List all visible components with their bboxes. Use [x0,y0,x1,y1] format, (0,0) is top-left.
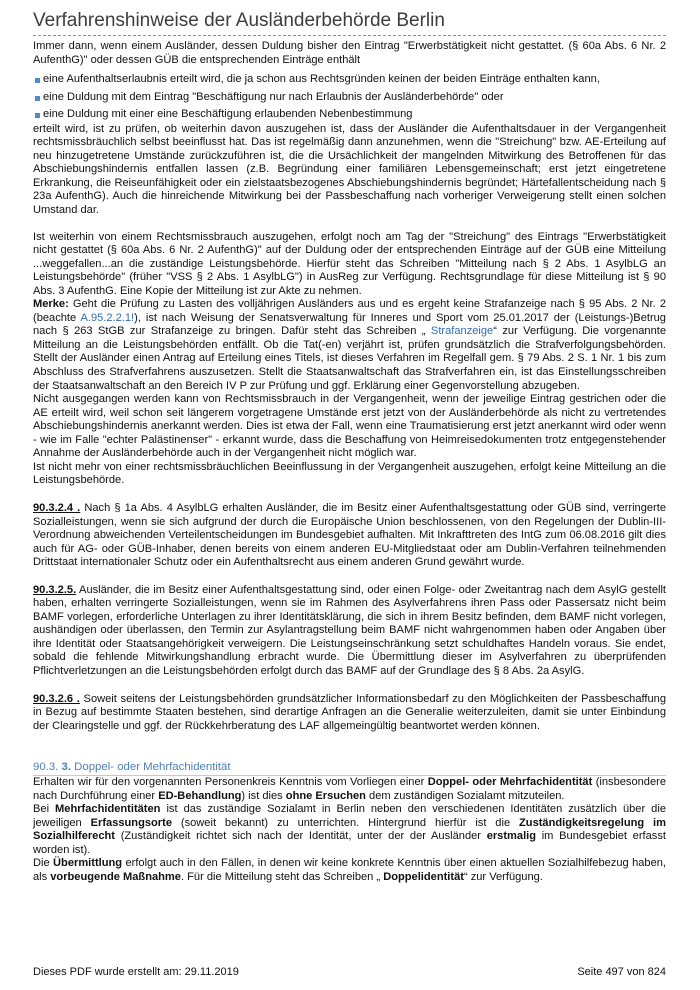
paragraph-doppelidentitaet-3: Die Übermittlung erfolgt auch in den Fällen, in denen wir keine konkrete Kenntnis über einen aktuellen Sozialhilfebezug haben, als vorbeugende Maßnahme. Für die Mitteilung steht das Schreiben „ Doppelidentität“ zur Verfügung. [33,857,666,883]
paragraph-rechtsmissbrauch: Ist weiterhin von einem Rechtsmissbrauch auszugehen, erfolgt noch am Tag der "Streichung" des Eintrags "Erwerbstätigkeit nicht gestattet (§ 60a Abs. 6 Nr. 2 AufenthG)" auf der Duldung oder der entsprechenden Einträge auf der GÜB eine Mitteilung ...weggefallen...an die zuständige Leistungsbehörde. Hierfür steht das Schreiben "Mitteilung nach § 2 Abs. 1 AsylbLG an Leistungsbehörde" (früher "VSS § 2 Abs. 1 AsylbLG") in AusReg zur Verfügung. Rechtsgrundlage für diese Mitteilung ist § 90 Abs. 3 AufenthG. Eine Kopie der Mitteilung ist zur Akte zu nehmen. [33,230,666,297]
paragraph-doppelidentitaet-2: Bei Mehrfachidentitäten ist das zuständige Sozialamt in Berlin neben den verschiedenen Identitäten zusätzlich über die jeweiligen Erfassungsorte (soweit bekannt) zu unterrichten. Hintergrund hierfür ist die Zuständigkeitsregelung im Sozialhilferecht (Zuständigkeit richtet sich nach der Identität, unter der der Ausländer erstmalig im Bundesgebiet erfasst worden ist). [33,803,666,856]
list-item: eine Aufenthaltserlaubnis erteilt wird, die ja schon aus Rechtsgründen keinen der beiden Einträge enthalten kann, [33,73,666,87]
section-number: 90.3.2.4 . [33,501,81,514]
merke-paragraph: Merke: Geht die Prüfung zu Lasten des volljährigen Ausländers aus und es ergeht keine Strafanzeige nach § 95 Abs. 2 Nr. 2 (beachte A.95.2.2.1!), ist nach Weisung der Senatsverwaltung für Inneres und Sport vom 25.01.2017 der (Leistungs-)Betrug nach § 263 StGB zur Strafanzeige zu bringen. Dafür steht das Schreiben „ Strafanzeige“ zur Verfügung. Die vorgenannte Mitteilung an die Leistungsbehörden entfällt. Ob die Tat(-en) verjährt ist, prüfen grundsätzlich die Strafverfolgungsbehörden. Stellt der Ausländer einen Antrag auf Erteilung eines Titels, ist dieses Verfahren im Regelfall gem. § 79 Abs. 2 S. 1 Nr. 1 bis zum Abschluss des Strafverfahrens auszusetzen. Stellt die Staatsanwaltschaft das Strafverfahren ein, ist das Einstellungsschreiben der Staatsanwaltschaft an den Bereich IV P zur Prüfung und ggf. Erklärung einer Gegenvorstellung abzugeben. [33,298,667,392]
document-body [33,40,666,885]
condition-list [33,73,666,122]
list-item: eine Duldung mit dem Eintrag "Beschäftigung nur nach Erlaubnis der Ausländerbehörde" oder [33,91,666,105]
section-90-3-2-6: 90.3.2.6 . Soweit seitens der Leistungsbehörden grundsätzlicher Informationsbedarf zu den Möglichkeiten der Passbeschaffung in Bezug auf bestimmte Staaten bestehen, sind derartige Anfragen an die Generalie weiterzuleiten, damit sie unter Einbindung der Clearingstelle und ggf. der Rückkehrberatung des LAF allgemeingültig beantwortet werden können. [33,692,666,732]
paragraph-doppelidentitaet-1: Erhalten wir für den vorgenannten Personenkreis Kenntnis vom Vorliegen einer Doppel- oder Mehrfachidentität (insbesondere nach Durchführung einer ED-Behandlung) ist dies ohne Ersuchen dem zuständigen Sozialamt mitzuteilen. [33,776,666,802]
page-title: Verfahrenshinweise der Ausländerbehörde Berlin [33,8,666,36]
intro-continuation: erteilt wird, ist zu prüfen, ob weiterhin davon auszugehen ist, dass der Ausländer die Aufenthaltsdauer in der Vergangenheit rechtsmissbräuchlich selbst beeinflusst hat. Das ist regelmäßig dann anzunehmen, wenn die "Streichung" bzw. AE-Erteilung auf neu hinzugetretene Umstände zurückzuführen ist, die die Ursächlichkeit der mangelnden Mitwirkung des Betroffenen für das Abschiebungshindernis entfallen lassen (z.B. Begründung einer familiären Lebensgemeinschaft; erst jetzt eingetretene Erkrankung, die Reiseunfähigkeit oder ein zielstaatsbezogenes Abschiebungshindernis begründet; Härtefallentscheidung nach § 23a AufenthG). Auch die hinreichende Mitwirkung bei der Passbeschaffung nach vorheriger Verweigerung stellt einen solchen Umstand dar. [33,122,666,217]
paragraph-keine-mitteilung: Ist nicht mehr von einer rechtsmissbräuchlichen Beeinflussung in der Vergangenheit auszugehen, erfolgt keine Mitteilung an die Leistungsbehörde. [33,460,666,487]
section-90-3-2-4: 90.3.2.4 . Nach § 1a Abs. 4 AsylbLG erhalten Ausländer, die im Besitz einer Aufenthaltsgestattung oder GÜB sind, verringerte Sozialleistungen, wenn sie sich aufgrund der durch die Europäische Union beschlossenen, von den Regelungen der Dublin-III-Verordnung abweichenden Verteilentscheidungen im Bundesgebiet aufhalten. Mit Inkrafttreten des IntG zum 06.08.2016 gilt dies auch für AG- oder GÜB-Inhaber, denen bereits von einem anderen EU-Mitgliedstaat oder am Dublin-Verfahren teilnehmenden Drittstaat internationaler Schutz oder ein Aufenthaltsrecht aus einem anderen Grund gewährt wurde. [33,501,667,569]
strafanzeige-link[interactable]: Strafanzeige [425,325,494,338]
section-number: 90.3.2.5. [33,583,77,596]
paragraph-kein-missbrauch: Nicht ausgegangen werden kann von Rechtsmissbrauch in der Vergangenheit, wenn der jeweilige Eintrag gestrichen oder die AE erteilt wird, weil schon seit längerem vorgetragene Umstände erst jetzt von der Ausländerbehörde als nicht zu vertretendes Abschiebungshindernis anerkannt werden. Dies ist etwa der Fall, wenn eine Traumatisierung erst jetzt anerkannt wird oder wenn - wie im Falle "echter Palästinenser" - erkannt wurde, dass die Beschaffung von Heimreisedokumenten trotz entgegenstehender Annahme der Ausländerbehörde auch in der Vergangenheit nicht möglich war. [33,393,666,460]
section-heading-doppelidentitaet: 90.3. 3. Doppel- oder Mehrfachidentität [33,760,666,776]
list-item: eine Duldung mit einer eine Beschäftigung erlaubenden Nebenbestimmung [33,108,666,122]
merke-label: Merke: [33,298,69,311]
section-90-3-2-5: 90.3.2.5. Ausländer, die im Besitz einer Aufenthaltsgestattung sind, oder einen Folge- oder Zweitantrag nach dem AsylG gestellt haben, erhalten verringerte Sozialleistungen, wenn sie im Rahmen des Asylverfahrens ihren Pass oder Passersatz nicht beim BAMF vorlegen, erforderliche Unterlagen zu ihrer Identitätsklärung, die sich in ihrem Besitz befinden, dem BAMF nicht vorlegen, aushändigen oder überlassen, den Termin zur Asylantragstellung beim BAMF nicht wahrgenommen haben oder Angaben über ihre Identität oder Staatsangehörigkeit verweigern. Die Leistungseinschränkung setzt schuldhaftes Handeln voraus. Sie endet, sobald die fehlende Mitwirkungshandlung erbracht wurde. Die Übermittlung dieser im Asylverfahren zu überprüfenden Pflichtverletzungen an die Leistungsbehörden erfolgt durch das BAMF auf der Grundlage des § 8 Abs. 2a AsylG. [33,583,666,677]
footer-created-date: Dieses PDF wurde erstellt am: 29.11.2019 [33,966,239,978]
footer-page-number: Seite 497 von 824 [577,966,666,978]
reference-link-a952[interactable]: A.95.2.2.1! [80,311,135,324]
intro-paragraph: Immer dann, wenn einem Ausländer, dessen Duldung bisher den Eintrag "Erwerbstätigkeit nicht gestattet. (§ 60a Abs. 6 Nr. 2 AufenthG)" oder dessen GÜB die entsprechenden Einträge enthält [33,40,666,66]
section-number: 90.3.2.6 . [33,692,80,705]
